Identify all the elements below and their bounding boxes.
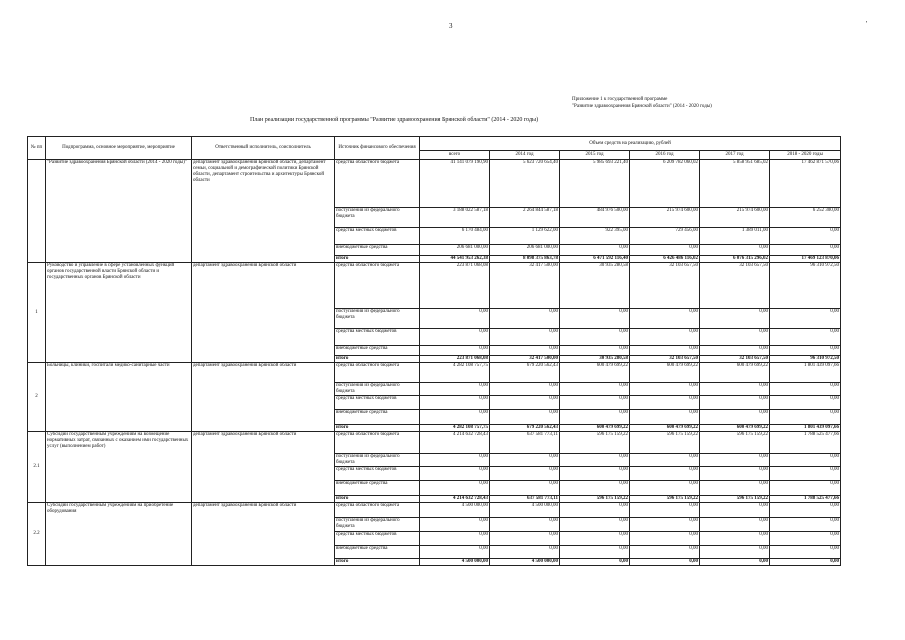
amount-cell: 4 500 000,00 bbox=[490, 503, 560, 518]
row-number: 2 bbox=[28, 363, 46, 432]
amount-cell: 0,00 bbox=[560, 559, 630, 566]
amount-cell: 0,00 bbox=[700, 559, 770, 566]
amount-cell: 637 581 773,11 bbox=[490, 496, 560, 503]
amount-cell: 206 681 000,00 bbox=[490, 245, 560, 256]
activity-name: Субсидии государственным учреждениям на приобретение оборудования bbox=[46, 503, 192, 566]
row-number: 2.1 bbox=[28, 432, 46, 503]
amount-cell: 0,00 bbox=[770, 546, 841, 559]
amount-cell: 0,00 bbox=[560, 481, 630, 496]
amount-cell: 0,00 bbox=[490, 396, 560, 410]
row-number: 1 bbox=[28, 263, 46, 363]
amount-cell: 0,00 bbox=[770, 383, 841, 396]
amount-cell: 0,00 bbox=[770, 518, 841, 532]
table-row bbox=[28, 503, 841, 518]
amount-cell: 5 623 720 654,40 bbox=[490, 160, 560, 208]
funding-source: средства областного бюджета bbox=[335, 160, 420, 208]
amount-cell: 0,00 bbox=[700, 346, 770, 356]
amount-cell: 0,00 bbox=[630, 383, 700, 396]
amount-cell: 596 175 159,22 bbox=[560, 432, 630, 454]
amount-cell: 0,00 bbox=[560, 309, 630, 329]
amount-cell: 0,00 bbox=[700, 454, 770, 467]
amount-cell: 0,00 bbox=[770, 532, 841, 546]
amount-cell: 1 788 525 477,66 bbox=[770, 496, 841, 503]
amount-cell: 0,00 bbox=[420, 532, 490, 546]
amount-cell: 0,00 bbox=[490, 346, 560, 356]
funding-source: средства областного бюджета bbox=[335, 363, 420, 383]
funding-source: поступления из федерального бюджета bbox=[335, 309, 420, 329]
executor: департамент здравоохранения Брянской области bbox=[192, 503, 335, 566]
amount-cell: 0,00 bbox=[420, 383, 490, 396]
amount-cell: 0,00 bbox=[770, 245, 841, 256]
amount-cell: 0,00 bbox=[560, 329, 630, 346]
amount-cell: 4 214 632 728,43 bbox=[420, 496, 490, 503]
funding-source: итого bbox=[335, 496, 420, 503]
amount-cell: 0,00 bbox=[770, 228, 841, 245]
amount-cell: 0,00 bbox=[560, 383, 630, 396]
funding-source: внебюджетные средства bbox=[335, 410, 420, 425]
amount-cell: 0,00 bbox=[490, 481, 560, 496]
amount-cell: 0,00 bbox=[420, 454, 490, 467]
amount-cell: 215 974 600,00 bbox=[630, 208, 700, 228]
amount-cell: 0,00 bbox=[700, 410, 770, 425]
header-executor: Ответственный исполнитель, соисполнитель bbox=[192, 137, 335, 160]
amount-cell: 0,00 bbox=[630, 532, 700, 546]
amount-cell: 0,00 bbox=[700, 546, 770, 559]
amount-cell: 0,00 bbox=[490, 454, 560, 467]
funding-source: поступления из федерального бюджета bbox=[335, 454, 420, 467]
amount-cell: 3 188 022 587,18 bbox=[420, 208, 490, 228]
annex-line-2: "Развитие здравоохранения Брянской области" (2014 - 2020 годы) bbox=[572, 104, 712, 109]
amount-cell: 4 282 108 757,75 bbox=[420, 363, 490, 383]
amount-cell: 0,00 bbox=[420, 309, 490, 329]
header-year-2015: 2015 год bbox=[560, 151, 630, 160]
activity-name: Руководство и управление в сфере установленных функций органов государственной власти Брянской области и государственных органов Брянской области bbox=[46, 263, 192, 363]
amount-cell: 6 209 782 060,02 bbox=[630, 160, 700, 208]
amount-cell: 0,00 bbox=[560, 518, 630, 532]
amount-cell: 1 129 622,00 bbox=[490, 228, 560, 245]
amount-cell: 0,00 bbox=[560, 346, 630, 356]
amount-cell: 0,00 bbox=[560, 546, 630, 559]
amount-cell: 0,00 bbox=[630, 518, 700, 532]
amount-cell: 0,00 bbox=[770, 329, 841, 346]
amount-cell: 600 479 699,22 bbox=[560, 363, 630, 383]
amount-cell: 2 264 844 587,18 bbox=[490, 208, 560, 228]
executor: департамент здравоохранения Брянской области bbox=[192, 432, 335, 503]
header-year-2014: 2014 год bbox=[490, 151, 560, 160]
executor: департамент здравоохранения Брянской области, департамент семьи, социальной и демографической политики Брянской области, департамент строительства и архитектуры Брянской области bbox=[192, 160, 335, 263]
table-row bbox=[28, 432, 841, 454]
amount-cell: 5 985 693 221,40 bbox=[560, 160, 630, 208]
amount-cell: 6 252 300,00 bbox=[770, 208, 841, 228]
amount-cell: 0,00 bbox=[630, 245, 700, 256]
amount-cell: 0,00 bbox=[700, 467, 770, 481]
amount-cell: 1 788 525 477,66 bbox=[770, 432, 841, 454]
amount-cell: 600 479 699,22 bbox=[630, 363, 700, 383]
amount-cell: 922 395,00 bbox=[560, 228, 630, 245]
plan-table-body bbox=[28, 160, 841, 566]
amount-cell: 0,00 bbox=[700, 532, 770, 546]
activity-name: "Развитие здравоохранения Брянской области (2014 - 2020 годы)" bbox=[46, 160, 192, 263]
amount-cell: 0,00 bbox=[490, 467, 560, 481]
amount-cell: 0,00 bbox=[560, 454, 630, 467]
amount-cell: 0,00 bbox=[630, 503, 700, 518]
amount-cell: 1 801 439 097,66 bbox=[770, 363, 841, 383]
amount-cell: 4 214 632 728,43 bbox=[420, 432, 490, 454]
amount-cell: 4 500 000,00 bbox=[420, 559, 490, 566]
amount-cell: 0,00 bbox=[420, 396, 490, 410]
amount-cell: 0,00 bbox=[770, 481, 841, 496]
amount-cell: 30 935 280,58 bbox=[560, 263, 630, 309]
amount-cell: 0,00 bbox=[770, 309, 841, 329]
amount-cell: 4 500 000,00 bbox=[420, 503, 490, 518]
amount-cell: 600 479 699,22 bbox=[630, 425, 700, 432]
funding-source: средства местных бюджетов bbox=[335, 396, 420, 410]
executor: департамент здравоохранения Брянской области bbox=[192, 263, 335, 363]
amount-cell: 0,00 bbox=[630, 329, 700, 346]
header-num: № пп bbox=[28, 137, 46, 160]
amount-cell: 0,00 bbox=[420, 410, 490, 425]
amount-cell: 0,00 bbox=[700, 481, 770, 496]
amount-cell: 32 417 500,00 bbox=[490, 356, 560, 363]
amount-cell: 600 479 699,22 bbox=[560, 425, 630, 432]
amount-cell: 0,00 bbox=[700, 503, 770, 518]
amount-cell: 0,00 bbox=[420, 518, 490, 532]
amount-cell: 596 175 159,22 bbox=[700, 432, 770, 454]
amount-cell: 0,00 bbox=[700, 396, 770, 410]
amount-cell: 679 220 562,43 bbox=[490, 425, 560, 432]
amount-cell: 0,00 bbox=[700, 245, 770, 256]
row-number: 2.2 bbox=[28, 503, 46, 566]
annex-line-1: Приложение 1 к государственной программе bbox=[572, 97, 668, 102]
header-year-2018-2020: 2018 - 2020 годы bbox=[770, 151, 841, 160]
funding-source: итого bbox=[335, 425, 420, 432]
amount-cell: 32 103 657,50 bbox=[700, 263, 770, 309]
amount-cell: 484 976 500,00 bbox=[560, 208, 630, 228]
amount-cell: 0,00 bbox=[770, 346, 841, 356]
amount-cell: 0,00 bbox=[630, 481, 700, 496]
funding-source: внебюджетные средства bbox=[335, 546, 420, 559]
amount-cell: 596 175 159,22 bbox=[630, 432, 700, 454]
amount-cell: 0,00 bbox=[770, 396, 841, 410]
funding-source: поступления из федерального бюджета bbox=[335, 208, 420, 228]
amount-cell: 96 310 972,50 bbox=[770, 356, 841, 363]
amount-cell: 17 469 123 870,06 bbox=[770, 256, 841, 263]
funding-source: средства местных бюджетов bbox=[335, 329, 420, 346]
amount-cell: 0,00 bbox=[770, 467, 841, 481]
amount-cell: 637 581 773,11 bbox=[490, 432, 560, 454]
amount-cell: 0,00 bbox=[420, 546, 490, 559]
header-year-2017: 2017 год bbox=[700, 151, 770, 160]
plan-table bbox=[27, 136, 841, 566]
table-row bbox=[28, 263, 841, 309]
funding-source: поступления из федерального бюджета bbox=[335, 383, 420, 396]
amount-cell: 6 426 486 116,02 bbox=[630, 256, 700, 263]
amount-cell: 6 170 484,00 bbox=[420, 228, 490, 245]
header-year-2016: 2016 год bbox=[630, 151, 700, 160]
amount-cell: 0,00 bbox=[700, 329, 770, 346]
funding-source: итого bbox=[335, 256, 420, 263]
amount-cell: 0,00 bbox=[630, 454, 700, 467]
amount-cell: 30 935 280,58 bbox=[560, 356, 630, 363]
funding-source: внебюджетные средства bbox=[335, 346, 420, 356]
amount-cell: 0,00 bbox=[490, 546, 560, 559]
header-name: Подпрограмма, основное мероприятие, мероприятие bbox=[46, 137, 192, 160]
funding-source: внебюджетные средства bbox=[335, 481, 420, 496]
amount-cell: 215 974 600,00 bbox=[700, 208, 770, 228]
amount-cell: 0,00 bbox=[560, 503, 630, 518]
amount-cell: 0,00 bbox=[700, 383, 770, 396]
amount-cell: 8 098 375 863,78 bbox=[490, 256, 560, 263]
amount-cell: 0,00 bbox=[700, 518, 770, 532]
activity-name: Субсидии государственным учреждениям на возмещение нормативных затрат, связанных с оказанием ими государственных услуг (выполнением работ) bbox=[46, 432, 192, 503]
activity-name: Больницы, клиники, госпитали медико-санитарные части bbox=[46, 363, 192, 432]
amount-cell: 0,00 bbox=[770, 454, 841, 467]
amount-cell: 0,00 bbox=[700, 309, 770, 329]
amount-cell: 6 471 592 116,40 bbox=[560, 256, 630, 263]
funding-source: средства областного бюджета bbox=[335, 432, 420, 454]
amount-cell: 0,00 bbox=[770, 503, 841, 518]
amount-cell: 0,00 bbox=[490, 410, 560, 425]
table-row bbox=[28, 363, 841, 383]
amount-cell: 96 310 972,50 bbox=[770, 263, 841, 309]
page-number: 3 bbox=[449, 22, 453, 30]
amount-cell: 4 500 000,00 bbox=[490, 559, 560, 566]
amount-cell: 0,00 bbox=[630, 410, 700, 425]
funding-source: внебюджетные средства bbox=[335, 245, 420, 256]
amount-cell: 0,00 bbox=[560, 396, 630, 410]
annex-note bbox=[572, 96, 712, 110]
funding-source: итого bbox=[335, 356, 420, 363]
amount-cell: 0,00 bbox=[490, 309, 560, 329]
funding-source: средства областного бюджета bbox=[335, 503, 420, 518]
amount-cell: 32 103 657,50 bbox=[700, 356, 770, 363]
amount-cell: 32 103 657,50 bbox=[630, 263, 700, 309]
amount-cell: 1 389 011,00 bbox=[700, 228, 770, 245]
amount-cell: 41 141 079 190,90 bbox=[420, 160, 490, 208]
amount-cell: 600 479 699,22 bbox=[700, 425, 770, 432]
document-title: План реализации государственной программы "Развитие здравоохранения Брянской области" (2014 - 2020 годы) bbox=[250, 117, 539, 123]
amount-cell: 0,00 bbox=[420, 481, 490, 496]
amount-cell: 1 801 439 097,66 bbox=[770, 425, 841, 432]
table-row bbox=[28, 160, 841, 208]
amount-cell: 0,00 bbox=[490, 383, 560, 396]
amount-cell: 4 282 108 757,75 bbox=[420, 425, 490, 432]
amount-cell: 0,00 bbox=[560, 467, 630, 481]
amount-cell: 0,00 bbox=[560, 532, 630, 546]
corner-mark: ' bbox=[866, 20, 868, 28]
amount-cell: 0,00 bbox=[490, 532, 560, 546]
executor: департамент здравоохранения Брянской области bbox=[192, 363, 335, 432]
amount-cell: 596 175 159,22 bbox=[560, 496, 630, 503]
amount-cell: 17 462 871 570,06 bbox=[770, 160, 841, 208]
amount-cell: 0,00 bbox=[770, 559, 841, 566]
funding-source: средства местных бюджетов bbox=[335, 532, 420, 546]
amount-cell: 32 417 500,00 bbox=[490, 263, 560, 309]
amount-cell: 223 871 068,08 bbox=[420, 356, 490, 363]
row-number bbox=[28, 160, 46, 263]
amount-cell: 729 456,00 bbox=[630, 228, 700, 245]
amount-cell: 0,00 bbox=[490, 329, 560, 346]
amount-cell: 0,00 bbox=[490, 518, 560, 532]
amount-cell: 0,00 bbox=[770, 410, 841, 425]
amount-cell: 0,00 bbox=[630, 559, 700, 566]
funding-source: итого bbox=[335, 559, 420, 566]
amount-cell: 0,00 bbox=[420, 346, 490, 356]
amount-cell: 32 103 657,50 bbox=[630, 356, 700, 363]
amount-cell: 0,00 bbox=[420, 467, 490, 481]
amount-cell: 0,00 bbox=[630, 396, 700, 410]
funding-source: поступления из федерального бюджета bbox=[335, 518, 420, 532]
amount-cell: 0,00 bbox=[560, 410, 630, 425]
header-year-total: всего bbox=[420, 151, 490, 160]
amount-cell: 679 220 562,43 bbox=[490, 363, 560, 383]
amount-cell: 44 541 953 262,38 bbox=[420, 256, 490, 263]
funding-source: средства местных бюджетов bbox=[335, 467, 420, 481]
amount-cell: 223 871 068,08 bbox=[420, 263, 490, 309]
funding-source: средства местных бюджетов bbox=[335, 228, 420, 245]
amount-cell: 0,00 bbox=[420, 329, 490, 346]
amount-cell: 596 175 159,22 bbox=[630, 496, 700, 503]
amount-cell: 0,00 bbox=[630, 309, 700, 329]
amount-cell: 0,00 bbox=[630, 467, 700, 481]
amount-cell: 0,00 bbox=[630, 346, 700, 356]
amount-cell: 0,00 bbox=[560, 245, 630, 256]
funding-source: средства областного бюджета bbox=[335, 263, 420, 309]
amount-cell: 5 858 951 685,02 bbox=[700, 160, 770, 208]
header-volume: Объем средств на реализацию, рублей bbox=[420, 137, 841, 151]
amount-cell: 206 681 000,00 bbox=[420, 245, 490, 256]
amount-cell: 600 479 699,22 bbox=[700, 363, 770, 383]
header-source: Источник финансового обеспечения bbox=[335, 137, 420, 160]
amount-cell: 0,00 bbox=[630, 546, 700, 559]
amount-cell: 6 076 315 296,02 bbox=[700, 256, 770, 263]
amount-cell: 596 175 159,22 bbox=[700, 496, 770, 503]
